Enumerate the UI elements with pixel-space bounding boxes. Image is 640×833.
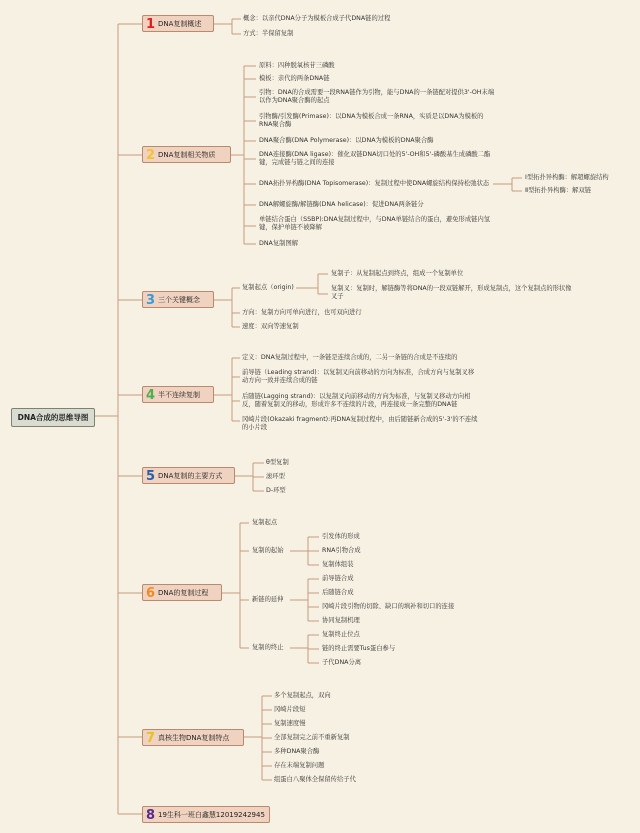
s3-item-1: 方向：复制方向可单向进行，也可双向进行 bbox=[242, 309, 362, 316]
section-4-number: 4 bbox=[145, 388, 156, 403]
s4-item-2: 前导链（Leading strand)：以复制叉向前移动的方向为标准，合成方向与复制叉移动方向一致并连续合成的链 bbox=[242, 369, 475, 384]
section-7-number: 7 bbox=[145, 731, 156, 746]
section-2-number: 2 bbox=[145, 148, 156, 163]
s2-item-8: DNA解螺旋酶/解链酶(DNA helicase)：促进DNA两条链分 bbox=[259, 201, 424, 208]
s5-item-1: θ型复制 bbox=[266, 459, 289, 466]
s6-init-item-2: RNA引物合成 bbox=[322, 547, 361, 554]
section-3-number: 3 bbox=[145, 293, 156, 308]
root-topic[interactable]: DNA合成的思维导图 bbox=[11, 408, 95, 427]
s6-term: 复制的终止 bbox=[252, 644, 284, 651]
s6-term-item-3: 子代DNA分离 bbox=[322, 659, 362, 666]
s6-elong-item-4: 协同复制机理 bbox=[322, 617, 360, 624]
section-6-number: 6 bbox=[145, 586, 156, 601]
section-6-node[interactable] bbox=[142, 584, 222, 601]
s7-item-7: 组蛋白八聚体全保留传给子代 bbox=[274, 776, 356, 783]
s2-item-7: DNA拓扑异构酶(DNA Topisomerase)：复制过程中使DNA螺旋结构保持松弛状态 bbox=[259, 180, 490, 187]
s6-elong-item-3: 冈崎片段引物的切除、缺口的填补和切口的连接 bbox=[322, 603, 455, 610]
s6-origin: 复制起点 bbox=[252, 519, 278, 526]
s7-item-6: 存在末端复制问题 bbox=[274, 762, 325, 769]
section-2-node[interactable] bbox=[142, 146, 231, 163]
section-6-title: DNA的复制过程 bbox=[158, 589, 209, 597]
s2-item-4: 引物酶/引发酶(Primase)：以DNA为模板合成一条RNA，实质是以DNA为模板的RNA聚合酶 bbox=[259, 113, 484, 128]
section-5-title: DNA复制的主要方式 bbox=[158, 472, 223, 480]
section-7-node[interactable] bbox=[142, 729, 244, 746]
section-5-number: 5 bbox=[145, 469, 156, 484]
section-3-node[interactable] bbox=[142, 291, 214, 308]
s7-item-2: 冈崎片段短 bbox=[274, 706, 306, 713]
s7-item-1: 多个复制起点，双向 bbox=[274, 692, 331, 699]
s2-topo-1: Ⅰ型拓扑异构酶：解超螺旋结构 bbox=[525, 174, 609, 181]
section-1-node[interactable] bbox=[142, 15, 214, 32]
s6-term-item-1: 复制终止位点 bbox=[322, 631, 360, 638]
section-8-number: 8 bbox=[145, 808, 156, 823]
s7-item-5: 多种DNA聚合酶 bbox=[274, 748, 320, 755]
s2-item-6: DNA连接酶(DNA ligase)：催化双链DNA切口处的5'-OH和5'-磷酸基生成磷酸二酯键，完成链与链之间的连接 bbox=[259, 151, 491, 166]
s3-item-2: 速度：双向等速复制 bbox=[242, 323, 299, 330]
s6-elong-item-2: 后随链合成 bbox=[322, 589, 354, 596]
section-1-number: 1 bbox=[145, 17, 156, 32]
s6-init-item-1: 引发体的形成 bbox=[322, 533, 360, 540]
s3-origin-item-1: 复制子：从复制起点到终点，组成一个复制单位 bbox=[331, 270, 464, 277]
s3-origin: 复制起点（origin) bbox=[242, 284, 294, 291]
s6-init: 复制的起始 bbox=[252, 547, 284, 554]
s6-term-item-2: 链的终止需要Tus蛋白参与 bbox=[322, 645, 396, 652]
s2-item-2: 模板：亲代的两条DNA链 bbox=[259, 75, 330, 82]
section-8-title: 19生科一班白鑫慧12019242945 bbox=[158, 811, 265, 819]
s3-origin-item-2: 复制叉：复制时，解链酶等将DNA的一段双链解开，形成复制点，这个复制点的形状像叉子 bbox=[331, 285, 572, 300]
section-5-node[interactable] bbox=[142, 467, 235, 484]
s1-item-2: 方式：半保留复制 bbox=[243, 30, 294, 37]
s7-item-4: 全部复制完之前不重新复制 bbox=[274, 734, 350, 741]
s4-item-4: 冈崎片段(Okazaki fragment):再DNA复制过程中，由后随链新合成的5'-3'的不连续的小片段 bbox=[242, 416, 478, 431]
s5-item-3: D-环型 bbox=[266, 487, 286, 494]
s2-item-1: 原料：四种脱氧核苷三磷酸 bbox=[259, 62, 335, 69]
section-4-title: 半不连续复制 bbox=[158, 391, 200, 399]
s1-item-1: 概念：以亲代DNA分子为模板合成子代DNA链的过程 bbox=[243, 15, 391, 22]
s2-topo-2: Ⅱ型拓扑异构酶：解双链 bbox=[525, 187, 592, 194]
s6-init-item-3: 复制体组装 bbox=[322, 561, 354, 568]
section-1-title: DNA复制概述 bbox=[158, 20, 202, 28]
s7-item-3: 复制速度慢 bbox=[274, 720, 306, 727]
section-7-title: 真核生物DNA复制特点 bbox=[158, 734, 230, 742]
s4-item-3: 后随链(Lagging strand)：以复制叉向前移动的方向为标准，与复制叉移动方向相反，随着复制叉的移动，形成许多不连续的片段，再连接成一条完整的DNA链 bbox=[242, 393, 471, 408]
s2-item-5: DNA聚合酶(DNA Polymerase)：以DNA为模板的DNA聚合酶 bbox=[259, 137, 434, 144]
s2-item-9: 单链结合蛋白（SSBP):DNA复制过程中，与DNA单链结合的蛋白，避免形成链内氢键，保护单链不被降解 bbox=[259, 216, 491, 231]
s5-item-2: 滚环型 bbox=[266, 473, 285, 480]
s4-item-1: 定义：DNA复制过程中，一条链是连续合成的，二另一条链的合成是不连续的 bbox=[242, 354, 458, 361]
section-3-title: 三个关键概念 bbox=[158, 296, 200, 304]
section-4-node[interactable] bbox=[142, 386, 214, 403]
s6-elong-item-1: 前导链合成 bbox=[322, 575, 354, 582]
section-2-title: DNA复制相关物质 bbox=[158, 151, 216, 159]
s2-item-10: DNA复制图解 bbox=[259, 240, 299, 247]
section-8-node[interactable] bbox=[142, 806, 270, 823]
s2-item-3: 引物：DNA的合成需要一段RNA链作为引物，能与DNA的一条链配对提供3'-OH末端以作为DNA聚合酶的起点 bbox=[259, 89, 495, 104]
s6-elong: 新链的延伸 bbox=[252, 596, 284, 603]
